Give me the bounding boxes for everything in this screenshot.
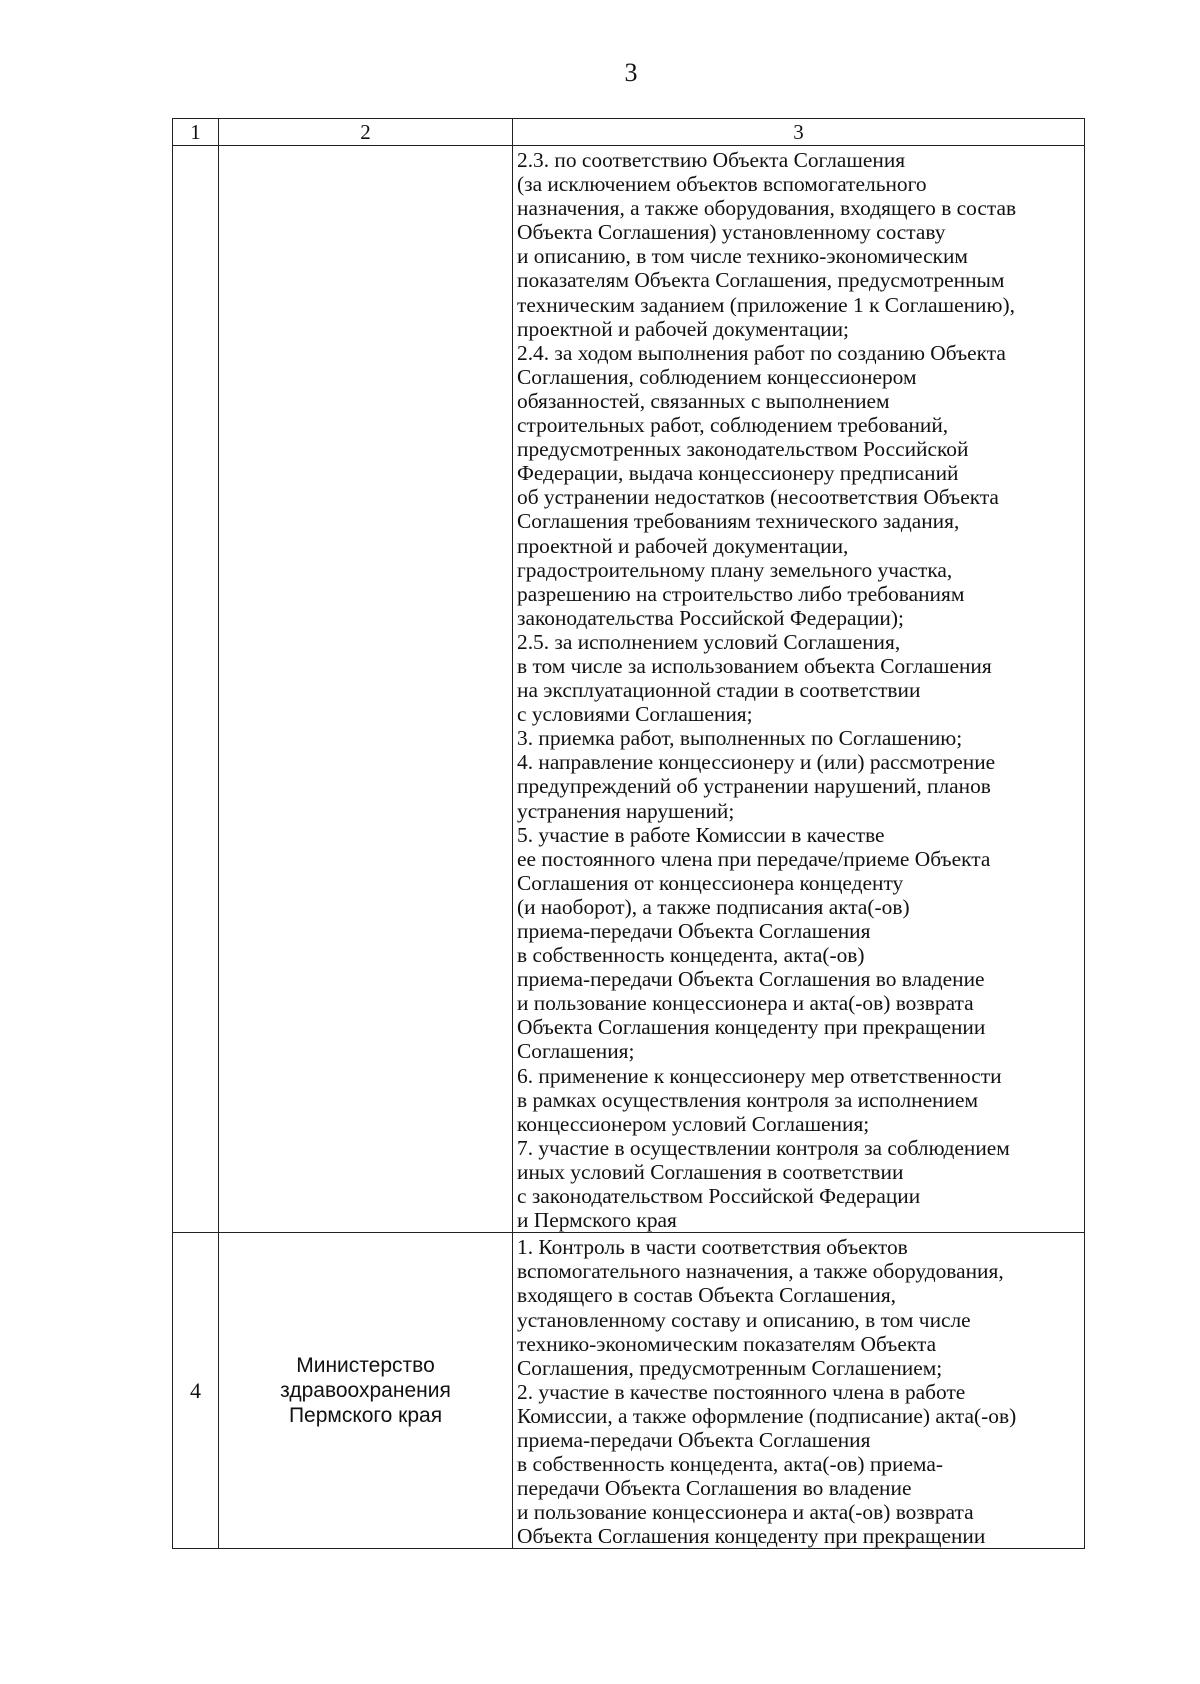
text-line: Соглашения от концессионера концеденту: [517, 870, 904, 895]
text-line: в рамках осуществления контроля за исполнением: [517, 1087, 978, 1112]
text-line: 2.5. за исполнением условий Соглашения,: [517, 629, 901, 654]
text-line: на эксплуатационной стадии в соответствии: [517, 678, 921, 703]
row-number-cell: 4: [173, 1233, 219, 1549]
text-line: с условиями Соглашения;: [517, 702, 753, 727]
text-line: Объекта Соглашения концеденту при прекращении: [517, 1524, 986, 1549]
organization-cell: [219, 146, 513, 1233]
text-line: иных условий Соглашения в соответствии: [517, 1159, 904, 1184]
text-line: проектной и рабочей документации,: [517, 533, 849, 558]
text-line: установленному составу и описанию, в том числе: [517, 1307, 971, 1332]
text-line: передачи Объекта Соглашения во владение: [517, 1476, 912, 1501]
text-line: здравоохранения: [280, 1379, 451, 1403]
text-line: разрешению на строительство либо требованиям: [517, 581, 965, 606]
text-line: Министерство: [296, 1354, 435, 1378]
text-line: Объекта Соглашения) установленному составу: [517, 220, 946, 245]
functions-cell: [513, 1233, 1085, 1549]
responsibility-table: [172, 118, 1085, 1549]
text-line: законодательства Российской Федерации);: [517, 605, 904, 630]
text-line: в собственность концедента, акта(-ов) приема-: [517, 1452, 943, 1477]
text-line: 2.3. по соответствию Объекта Соглашения: [517, 148, 906, 172]
text-line: 1. Контроль в части соответствия объектов: [517, 1235, 908, 1260]
text-line: Комиссии, а также оформление (подписание) акта(-ов): [517, 1403, 1017, 1428]
table-header-row: [173, 119, 1085, 146]
organization-cell: [219, 1233, 513, 1549]
text-line: приема-передачи Объекта Соглашения во владение: [517, 967, 985, 992]
text-line: обязанностей, связанных с выполнением: [517, 388, 890, 413]
text-line: Пермского края: [288, 1404, 443, 1428]
text-line: ее постоянного члена при передаче/приеме Объекта: [517, 846, 991, 871]
text-line: показателям Объекта Соглашения, предусмотренным: [517, 268, 1005, 293]
text-line: строительных работ, соблюдением требований,: [517, 413, 949, 438]
row-number-cell: [173, 146, 219, 1233]
header-cell-1: 1: [173, 119, 219, 146]
text-line: 3. приемка работ, выполненных по Соглашению;: [517, 726, 963, 751]
text-line: Соглашения, соблюдением концессионером: [517, 364, 917, 389]
functions-cell: [513, 146, 1085, 1233]
text-line: и пользование концессионера и акта(-ов) возврата: [517, 991, 974, 1016]
text-line: 2. участие в качестве постоянного члена в работе: [517, 1379, 966, 1404]
text-line: входящего в состав Объекта Соглашения,: [517, 1283, 897, 1308]
text-line: Соглашения;: [517, 1039, 635, 1064]
text-line: 4. направление концессионеру и (или) рассмотрение: [517, 750, 996, 775]
text-line: градостроительному плану земельного участка,: [517, 557, 953, 582]
text-line: в том числе за использованием объекта Соглашения: [517, 653, 992, 678]
text-line: в собственность концедента, акта(-ов): [517, 943, 865, 968]
text-line: (и наоборот), а также подписания акта(-ов): [517, 894, 910, 919]
text-line: и Пермского края: [517, 1208, 677, 1233]
text-line: 6. применение к концессионеру мер ответственности: [517, 1063, 1002, 1088]
text-line: проектной и рабочей документации;: [517, 316, 849, 341]
text-line: приема-передачи Объекта Соглашения: [517, 919, 871, 943]
text-line: 2.4. за ходом выполнения работ по созданию Объекта: [517, 340, 1006, 365]
text-line: и описанию, в том числе технико-экономическим: [517, 244, 968, 269]
text-line: предусмотренных законодательством Российской: [517, 437, 969, 462]
text-line: Соглашения требованиям технического задания,: [517, 509, 960, 534]
text-line: Соглашения, предусмотренным Соглашением;: [517, 1355, 943, 1380]
text-line: 5. участие в работе Комиссии в качестве: [517, 822, 885, 847]
text-line: приема-передачи Объекта Соглашения: [517, 1427, 871, 1452]
text-line: вспомогательного назначения, а также оборудования,: [517, 1259, 1004, 1284]
text-line: технико-экономическим показателям Объекта: [517, 1331, 937, 1356]
text-line: и пользование концессионера и акта(-ов) возврата: [517, 1500, 974, 1525]
text-line: предупреждений об устранении нарушений, планов: [517, 774, 991, 799]
table-row-4: [173, 1233, 1085, 1549]
text-line: концессионером условий Соглашения;: [517, 1111, 870, 1136]
text-line: Объекта Соглашения концеденту при прекращении: [517, 1015, 986, 1040]
header-cell-2: 2: [219, 119, 513, 146]
text-line: с законодательством Российской Федерации: [517, 1184, 921, 1209]
text-line: устранения нарушений;: [517, 798, 735, 823]
text-line: (за исключением объектов вспомогательного: [517, 172, 927, 197]
text-line: Федерации, выдача концессионеру предписаний: [517, 461, 959, 486]
header-cell-3: 3: [513, 119, 1085, 146]
page-number: 3: [624, 58, 638, 87]
text-line: назначения, а также оборудования, входящего в состав: [517, 196, 1017, 221]
text-line: техническим заданием (приложение 1 к Соглашению),: [517, 292, 1015, 317]
text-line: 7. участие в осуществлении контроля за соблюдением: [517, 1135, 1010, 1160]
text-line: об устранении недостатков (несоответствия Объекта: [517, 485, 999, 510]
table-row-continuation: [173, 146, 1085, 1233]
